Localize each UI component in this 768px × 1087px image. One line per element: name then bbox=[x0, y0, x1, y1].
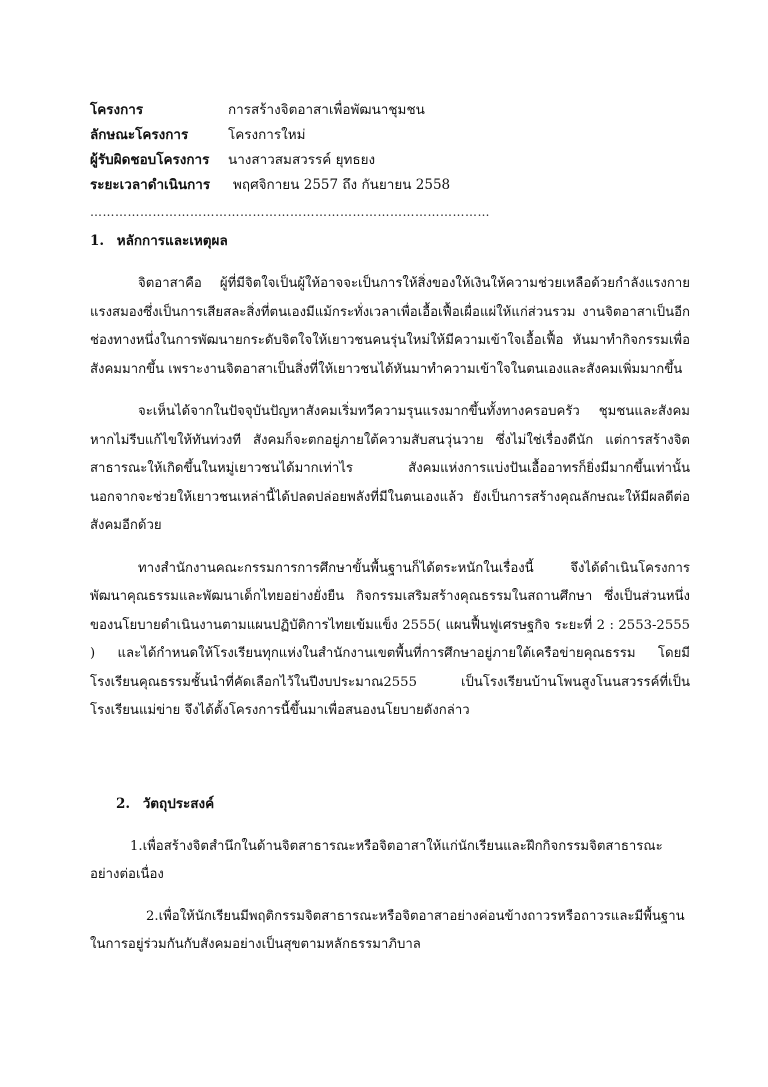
project-info-block bbox=[90, 98, 690, 198]
responsible-person-label: ผู้รับผิดชอบโครงการ bbox=[90, 152, 210, 168]
duration-label: ระยะเวลาดำเนินการ bbox=[90, 177, 211, 193]
project-name-label: โครงการ bbox=[90, 102, 144, 118]
duration-row bbox=[90, 173, 690, 198]
project-name-value: การสร้างจิตอาสาเพื่อพัฒนาชุมชน bbox=[228, 102, 425, 118]
rationale-paragraph-3: ทางสำนักงานคณะกรรมการการศึกษาขั้นพื้นฐานก็ได้ตระหนักในเรื่องนี้ จึงได้ดำเนินโครงการพัฒนาคุณธรรมและพัฒนาเด็กไทยอย่างยั่งยืน กิจกรรมเสริมสร้างคุณธรรมในสถานศึกษา ซึ่งเป็นส่วนหนึ่งของนโยบายดำเนินงานตามแผนปฏิบัติการไทยเข้มแข็ง 2555( แผนฟื้นฟูเศรษฐกิจ ระยะที่ 2 : 2553-2555 ) และได้กำหนดให้โรงเรียนทุกแห่งในสำนักงานเขตพื้นที่การศึกษาอยู่ภายใต้เครือข่ายคุณธรรม โดยมีโรงเรียนคุณธรรมชั้นนำที่คัดเลือกไว้ในปีงบประมาณ2555 เป็นโรงเรียนบ้านโพนสูงโนนสวรรค์ที่เป็นโรงเรียนแม่ข่าย จึงได้ตั้งโครงการนี้ขึ้นมาเพื่อสนองนโยบายดังกล่าว bbox=[90, 560, 690, 718]
project-type-row bbox=[90, 123, 690, 148]
section-2-number: 2. bbox=[116, 795, 131, 812]
section-2-title: วัตถุประสงค์ bbox=[142, 795, 215, 812]
rationale-paragraph-2: จะเห็นได้จากในปัจจุบันปัญหาสังคมเริ่มทวีความรุนแรงมากขึ้นทั้งทางครอบครัว ชุมชนและสังคม หากไม่รีบแก้ไขให้ทันท่วงที สังคมก็จะตกอยู่ภายใต้ความสับสนวุ่นวาย ซึ่งไม่ใช่เรื่องดีนัก แต่การสร้างจิตสาธารณะให้เกิดขึ้นในหมู่เยาวชนได้มากเท่าไร สังคมแห่งการแบ่งปันเอื้ออาทรก็ยิ่งมีมากขึ้นเท่านั้น นอกจากจะช่วยให้เยาวชนเหล่านี้ได้ปลดปล่อยพลังที่มีในตนเองแล้ว ยังเป็นการสร้างคุณลักษณะให้มีผลดีต่อสังคมอีกด้วย bbox=[90, 404, 690, 533]
dotted-separator: …………………………………………………………………………………… bbox=[90, 205, 490, 219]
responsible-person-value: นางสาวสมสวรรค์ ยุทธยง bbox=[228, 152, 376, 168]
document-page bbox=[90, 98, 690, 960]
section-1-number: 1. bbox=[90, 233, 105, 249]
duration-value: พฤศจิกายน 2557 ถึง กันยายน 2558 bbox=[233, 177, 451, 193]
project-type-value: โครงการใหม่ bbox=[228, 127, 306, 143]
project-type-label: ลักษณะโครงการ bbox=[90, 127, 189, 143]
objective-item-2: 2.เพื่อให้นักเรียนมีพฤติกรรมจิตสาธารณะหรือจิตอาสาอย่างค่อนข้างถาวรหรือถาวรและมีพื้นฐานในการอยู่ร่วมกันกับสังคมอย่างเป็นสุขตามหลักธรรมาภิบาล bbox=[90, 908, 685, 952]
project-name-row bbox=[90, 98, 690, 123]
objective-item-1: 1.เพื่อสร้างจิตสำนึกในด้านจิตสาธารณะหรือจิตอาสาให้แก่นักเรียนและฝึกกิจกรรมจิตสาธารณะอย่างต่อเนื่อง bbox=[90, 838, 663, 882]
responsible-person-row bbox=[90, 148, 690, 173]
section-1-heading bbox=[90, 229, 690, 253]
section-2-heading bbox=[90, 792, 690, 816]
section-1-title: หลักการและเหตุผล bbox=[116, 233, 228, 249]
rationale-paragraph-1: จิตอาสาคือ ผู้ที่มีจิตใจเป็นผู้ให้อาจจะเป็นการให้สิ่งของให้เงินให้ความช่วยเหลือด้วยกำลังแรงกายแรงสมองซึ่งเป็นการเสียสละสิ่งที่ตนเองมีแม้กระทั่งเวลาเพื่อเอื้อเฟื้อเผื่อแผ่ให้แก่ส่วนรวม งานจิตอาสาเป็นอีกช่องทางหนึ่งในการพัฒนายกระดับจิตใจให้เยาวชนคนรุ่นใหม่ให้มีความเข้าใจเอื้อเฟื้อ หันมาทำกิจกรรมเพื่อสังคมมากขึ้น เพราะงานจิตอาสาเป็นสิ่งที่ให้เยาวชนได้หันมาทำความเข้าใจในตนเองและสังคมเพิ่มมากขึ้น bbox=[90, 276, 690, 377]
